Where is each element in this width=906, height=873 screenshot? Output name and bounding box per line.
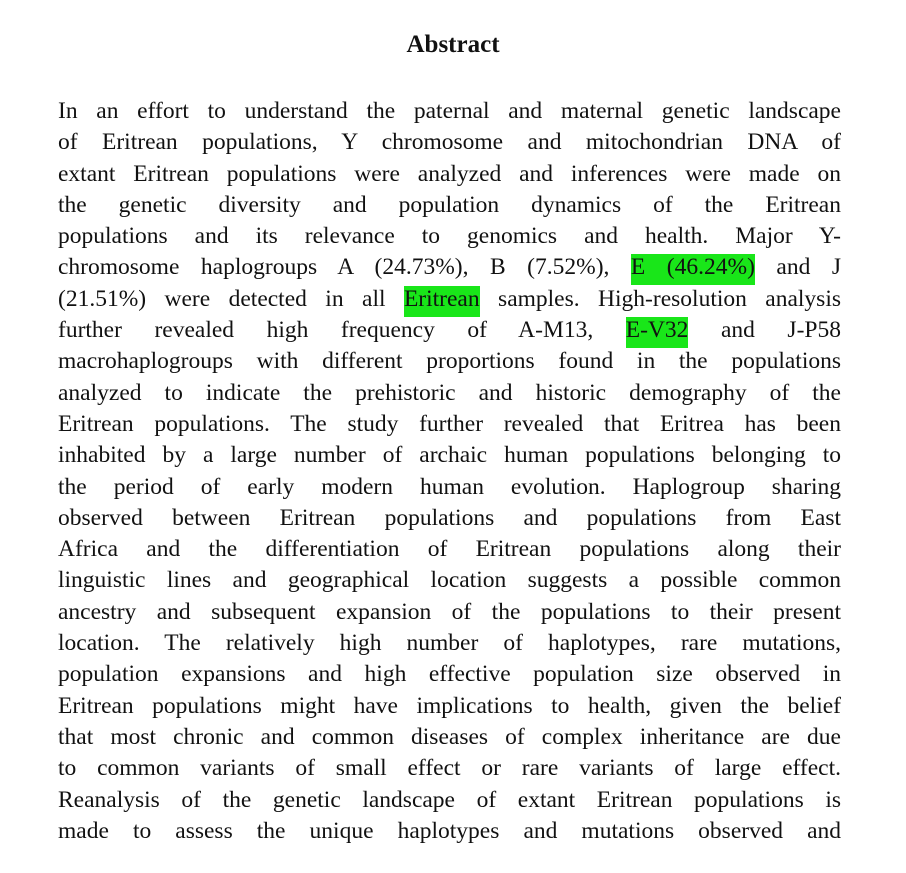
- text-line: inhabited by a large number of archaic human populations belonging to: [58, 442, 841, 469]
- text-line: ancestry and subsequent expansion of the populations to their present: [58, 598, 841, 625]
- text-line: made to assess the unique haplotypes and mutations observed and: [58, 817, 841, 844]
- highlight-haplogroup-e: E (46.24%): [630, 254, 755, 281]
- text-line: macrohaplogroups with different proportions found in the populations: [58, 348, 841, 375]
- text-line-highlighted: [58, 284, 841, 315]
- text-line: to common variants of small effect or rare variants of large effect.: [58, 755, 841, 782]
- text-segment: and J: [754, 254, 842, 281]
- text-line: In an effort to understand the paternal and maternal genetic landscape: [58, 98, 841, 124]
- text-line: linguistic lines and geographical location suggests a possible common: [58, 567, 841, 594]
- text-segment: samples. High-resolution analysis: [479, 285, 842, 312]
- highlight-eritrean: Eritrean: [403, 285, 480, 312]
- abstract-body: [58, 96, 841, 847]
- highlight-e-v32: E-V32: [625, 317, 689, 344]
- text-line: Eritrean populations might have implications to health, given the belief: [58, 692, 841, 719]
- text-line: Reanalysis of the genetic landscape of extant Eritrean populations is: [58, 786, 841, 813]
- text-segment: (21.51%) were detected in all: [58, 285, 404, 312]
- text-line: Eritrean populations. The study further revealed that Eritrea has been: [58, 410, 841, 437]
- text-line: Africa and the differentiation of Eritrean populations along their: [58, 536, 841, 563]
- text-line: extant Eritrean populations were analyzed and inferences were made on: [58, 160, 841, 187]
- page-title: Abstract: [406, 31, 500, 58]
- text-line: that most chronic and common diseases of complex inheritance are due: [58, 723, 841, 750]
- text-line-highlighted: [58, 315, 841, 346]
- text-line-highlighted: [58, 252, 841, 283]
- text-line: populations and its relevance to genomics and health. Major Y-: [58, 223, 841, 250]
- text-line: analyzed to indicate the prehistoric and historic demography of the: [58, 379, 841, 406]
- text-line: of Eritrean populations, Y chromosome and mitochondrian DNA of: [58, 129, 841, 156]
- text-line: population expansions and high effective population size observed in: [58, 661, 841, 688]
- text-segment: further revealed high frequency of A-M13,: [58, 317, 626, 344]
- text-line: the period of early modern human evolution. Haplogroup sharing: [58, 473, 841, 500]
- text-line: location. The relatively high number of haplotypes, rare mutations,: [58, 630, 841, 657]
- text-line: observed between Eritrean populations and populations from East: [58, 504, 841, 531]
- text-segment: chromosome haplogroups A (24.73%), B (7.52%),: [58, 254, 631, 281]
- text-line: the genetic diversity and population dynamics of the Eritrean: [58, 191, 841, 218]
- text-segment: and J-P58: [688, 317, 841, 344]
